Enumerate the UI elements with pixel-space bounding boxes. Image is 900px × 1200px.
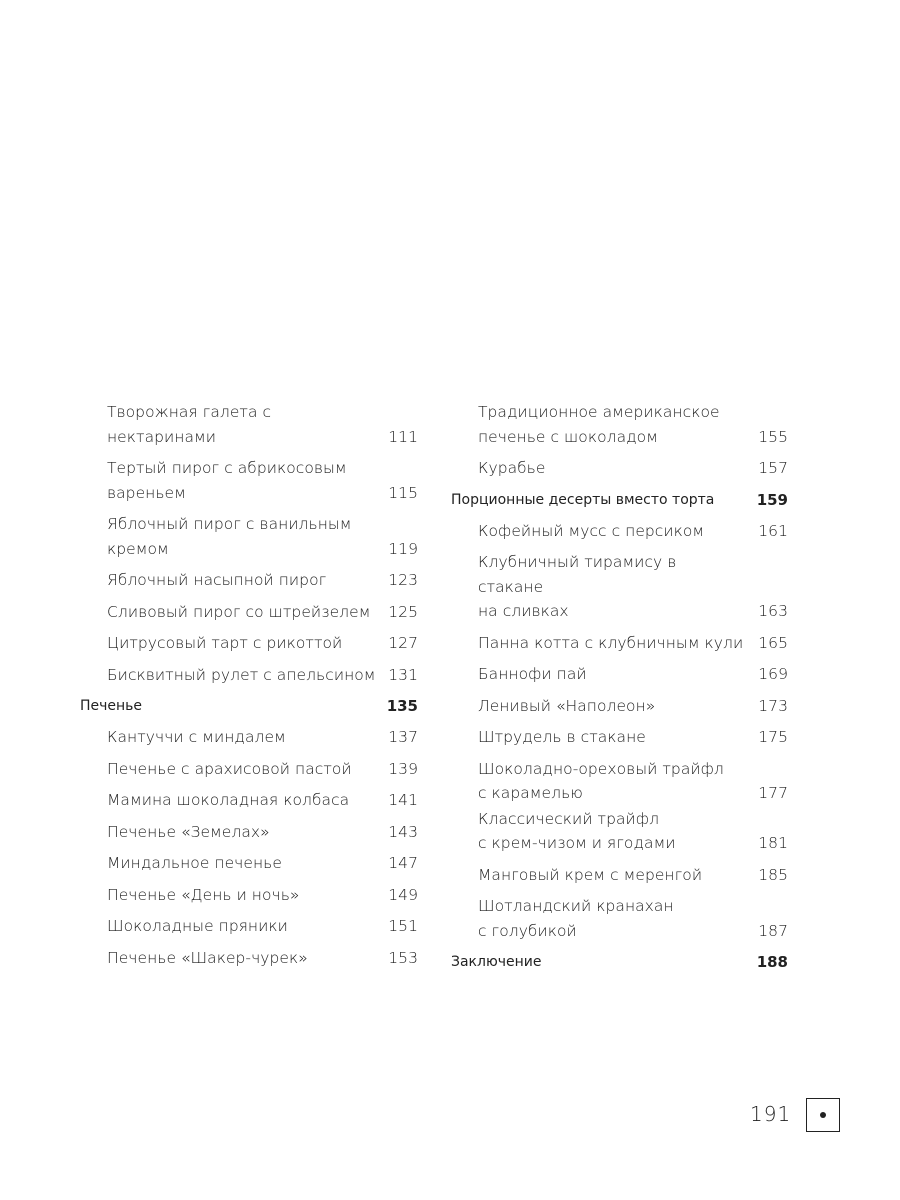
bullet-icon bbox=[820, 1112, 826, 1118]
toc-entry-title: Творожная галета с нектаринами bbox=[107, 403, 272, 446]
toc-entry bbox=[451, 631, 788, 656]
toc-entry-page: 135 bbox=[386, 696, 418, 716]
toc-entry-title: Панна котта с клубничным кули bbox=[478, 633, 744, 652]
toc-entry-page: 153 bbox=[388, 948, 418, 967]
toc-right-column bbox=[451, 400, 788, 981]
toc-entry-title: Печенье bbox=[80, 697, 143, 715]
toc-entry-title: Кофейный мусс с персиком bbox=[478, 521, 705, 540]
toc-entry-page: 169 bbox=[758, 665, 788, 683]
toc-entry-title: Традиционное американское печенье с шоколадом bbox=[478, 403, 720, 446]
toc-entry bbox=[80, 631, 418, 656]
toc-entry-page: 119 bbox=[388, 539, 418, 558]
page-number: 191 bbox=[750, 1102, 792, 1126]
toc-entry-page: 163 bbox=[758, 602, 788, 620]
toc-entry bbox=[451, 400, 788, 449]
toc-entry-page: 159 bbox=[756, 490, 788, 509]
toc-entry-page: 181 bbox=[758, 834, 788, 852]
toc-entry-title: Яблочный насыпной пирог bbox=[107, 571, 327, 589]
toc-entry bbox=[451, 894, 788, 943]
toc-entry bbox=[80, 456, 418, 505]
toc-entry bbox=[80, 725, 418, 750]
toc-entry-page: 141 bbox=[388, 791, 418, 809]
toc-entry-page: 147 bbox=[388, 854, 418, 872]
toc-entry-title: Печенье «Земелах» bbox=[107, 822, 270, 841]
toc-entry bbox=[80, 600, 418, 625]
toc-entry-title: Тертый пирог с абрикосовым вареньем bbox=[107, 459, 347, 502]
toc-entry-page: 123 bbox=[388, 571, 418, 589]
toc-entry bbox=[80, 820, 418, 845]
toc-entry-title: Печенье «Шакер-чурек» bbox=[107, 948, 308, 967]
toc-entry bbox=[80, 663, 418, 688]
toc-entry-title: Бисквитный рулет с апельсином bbox=[107, 665, 376, 684]
toc-entry-page: 157 bbox=[758, 459, 788, 477]
toc-entry-page: 155 bbox=[758, 427, 788, 446]
toc-entry-page: 151 bbox=[388, 917, 418, 935]
toc-entry bbox=[80, 400, 418, 449]
toc-entry bbox=[80, 851, 418, 876]
toc-entry-title: Штрудель в стакане bbox=[478, 728, 646, 746]
toc-entry-page: 149 bbox=[388, 885, 418, 904]
toc-entry-page: 177 bbox=[758, 784, 788, 802]
toc-entry-page: 187 bbox=[758, 921, 788, 940]
toc-entry bbox=[451, 519, 788, 544]
toc-entry-page: 173 bbox=[758, 696, 788, 715]
toc-entry bbox=[451, 456, 788, 481]
toc-entry-title: Баннофи пай bbox=[478, 665, 587, 683]
toc-entry-title: Заключение bbox=[451, 953, 542, 971]
toc-left-column bbox=[80, 400, 418, 977]
toc-entry bbox=[451, 863, 788, 888]
toc-entry bbox=[80, 914, 418, 939]
toc-entry bbox=[451, 725, 788, 750]
toc-entry-title: Печенье «День и ночь» bbox=[107, 885, 300, 904]
toc-entry-title: Шоколадные пряники bbox=[107, 917, 288, 935]
toc-entry-title: Миндальное печенье bbox=[107, 854, 282, 872]
toc-section bbox=[451, 487, 788, 511]
toc-entry-title: Ленивый «Наполеон» bbox=[478, 696, 656, 715]
toc-entry-page: 139 bbox=[388, 759, 418, 778]
toc-entry bbox=[451, 550, 788, 624]
toc-entry bbox=[80, 568, 418, 593]
toc-entry-title: Порционные десерты вместо торта bbox=[451, 491, 715, 508]
toc-entry-page: 125 bbox=[388, 602, 418, 621]
toc-entry-page: 161 bbox=[758, 521, 788, 540]
toc-entry bbox=[451, 662, 788, 687]
toc-entry-page: 165 bbox=[758, 633, 788, 652]
toc-entry-page: 188 bbox=[756, 952, 788, 972]
toc-entry-title: Классический трайфл с крем-чизом и ягодами bbox=[478, 809, 676, 852]
toc-entry-page: 137 bbox=[388, 728, 418, 746]
toc-entry-title: Манговый крем с меренгой bbox=[478, 865, 703, 884]
toc-section bbox=[80, 694, 418, 718]
toc-entry-title: Печенье с арахисовой пастой bbox=[107, 759, 352, 778]
toc-entry-title: Мамина шоколадная колбаса bbox=[107, 791, 350, 809]
toc-entry-title: Курабье bbox=[478, 459, 546, 477]
toc-entry-page: 127 bbox=[388, 634, 418, 652]
toc-entry-title: Сливовый пирог со штрейзелем bbox=[107, 602, 371, 621]
toc-entry bbox=[80, 946, 418, 971]
toc-entry-page: 111 bbox=[388, 427, 418, 446]
toc-entry-title: Шотландский кранахан с голубикой bbox=[478, 897, 674, 940]
toc-entry-title: Яблочный пирог с ванильным кремом bbox=[107, 515, 352, 558]
toc-entry-title: Кантуччи с миндалем bbox=[107, 728, 286, 746]
toc-entry-page: 175 bbox=[758, 728, 788, 746]
toc-entry-page: 115 bbox=[388, 483, 418, 502]
toc-entry-title: Цитрусовый тарт с рикоттой bbox=[107, 634, 343, 652]
toc-entry-page: 131 bbox=[388, 665, 418, 684]
toc-entry bbox=[451, 807, 788, 856]
toc-entry-page: 185 bbox=[758, 865, 788, 884]
toc-entry-page: 143 bbox=[388, 822, 418, 841]
toc-entry bbox=[80, 883, 418, 908]
toc-entry bbox=[80, 757, 418, 782]
toc-entry-title: Шоколадно-ореховый трайфл с карамелью bbox=[478, 759, 724, 802]
page-marker-box bbox=[806, 1098, 840, 1132]
toc-entry bbox=[80, 512, 418, 561]
toc-entry-title: Клубничный тирамису в стакане на сливках bbox=[478, 553, 677, 620]
toc-section bbox=[451, 950, 788, 974]
toc-entry bbox=[451, 694, 788, 719]
toc-entry bbox=[80, 788, 418, 813]
toc-entry bbox=[451, 757, 788, 806]
